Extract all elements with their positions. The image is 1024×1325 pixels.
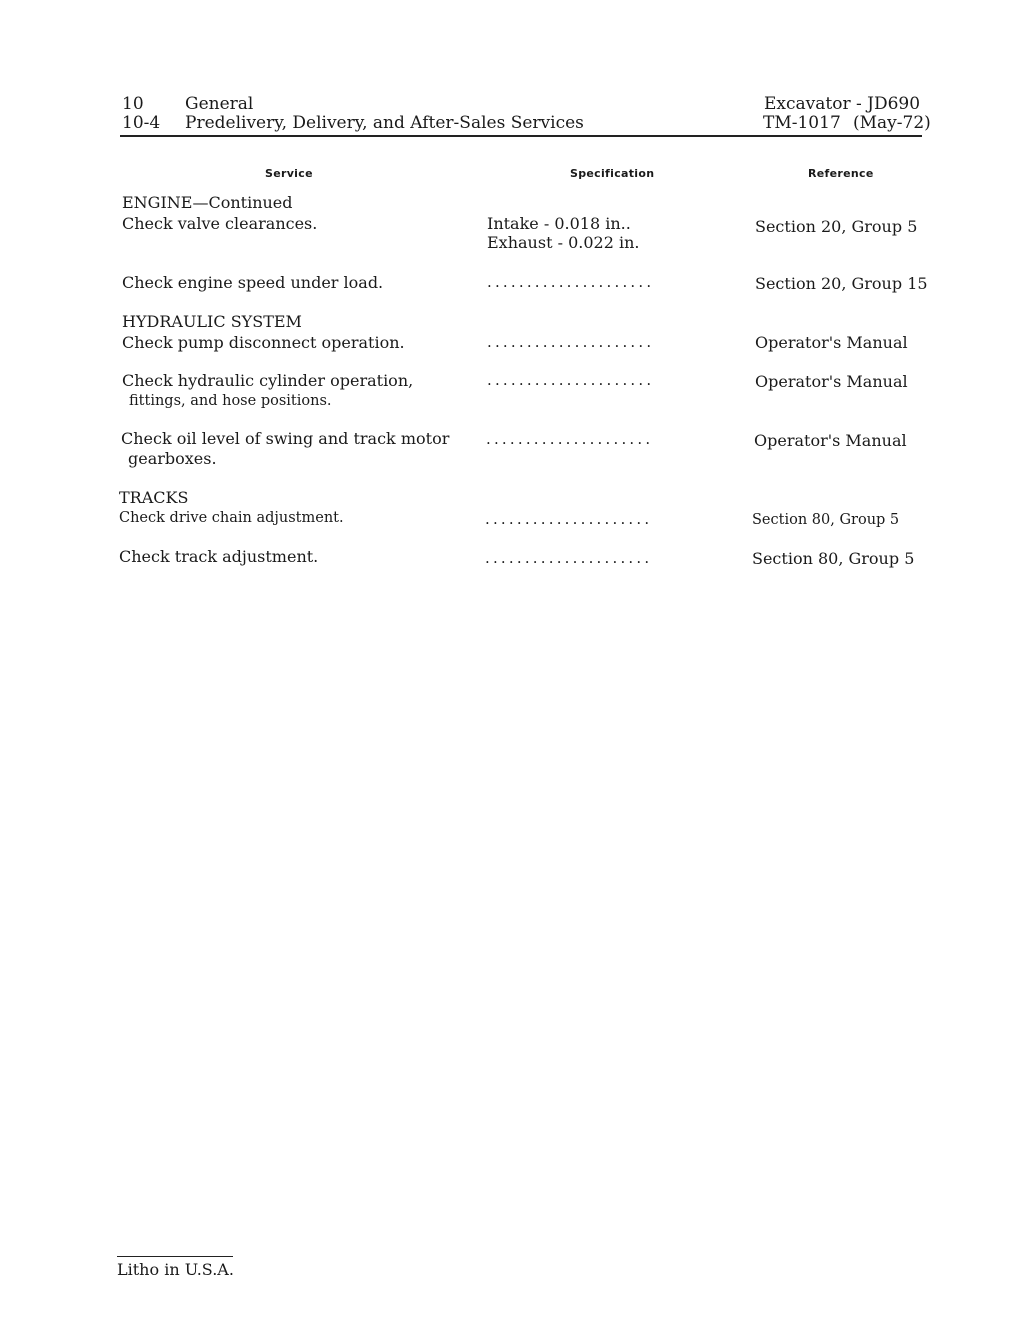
leader-dots: ..................... [487,371,655,389]
manual-date: (May-72) [853,113,931,133]
section-heading-tracks: TRACKS [119,488,189,507]
leader-dots: ..................... [487,333,655,351]
footer-rule [117,1256,233,1257]
service-valve-clearances: Check valve clearances. [122,214,318,233]
reference-valve-clearances: Section 20, Group 5 [755,217,918,236]
page-title: Predelivery, Delivery, and After-Sales Services [185,113,584,133]
reference-hydraulic-cylinder: Operator's Manual [755,372,908,391]
column-header-service: Service [265,167,313,180]
leader-dots: ..................... [487,273,655,291]
reference-track-adjustment: Section 80, Group 5 [752,549,915,568]
section-heading-hydraulic: HYDRAULIC SYSTEM [122,312,302,331]
column-header-specification: Specification [570,167,655,180]
leader-dots: ..................... [485,510,653,528]
reference-drive-chain: Section 80, Group 5 [752,512,900,528]
service-oil-level-continued: gearboxes. [128,449,217,468]
machine-model: Excavator - JD690 [764,94,921,114]
service-drive-chain: Check drive chain adjustment. [119,510,344,526]
spec-intake: Intake - 0.018 in.. [487,214,631,233]
header-rule [120,135,922,137]
manual-number: TM-1017 [763,113,841,133]
service-hydraulic-cylinder-continued: fittings, and hose positions. [129,393,332,409]
service-pump-disconnect: Check pump disconnect operation. [122,333,405,352]
spec-exhaust: Exhaust - 0.022 in. [487,233,640,252]
reference-engine-speed: Section 20, Group 15 [755,274,928,293]
leader-dots: ..................... [485,549,653,567]
reference-pump-disconnect: Operator's Manual [755,333,908,352]
service-hydraulic-cylinder: Check hydraulic cylinder operation, [122,371,414,390]
service-oil-level: Check oil level of swing and track motor [121,429,450,448]
page-number: 10-4 [122,113,161,133]
section-title: General [185,94,254,114]
column-header-reference: Reference [808,167,874,180]
service-track-adjustment: Check track adjustment. [119,547,319,566]
section-number: 10 [122,94,144,114]
footer-litho: Litho in U.S.A. [117,1260,234,1279]
service-engine-speed: Check engine speed under load. [122,273,384,292]
leader-dots: ..................... [486,430,654,448]
reference-oil-level: Operator's Manual [754,431,907,450]
section-heading-engine: ENGINE—Continued [122,193,293,212]
